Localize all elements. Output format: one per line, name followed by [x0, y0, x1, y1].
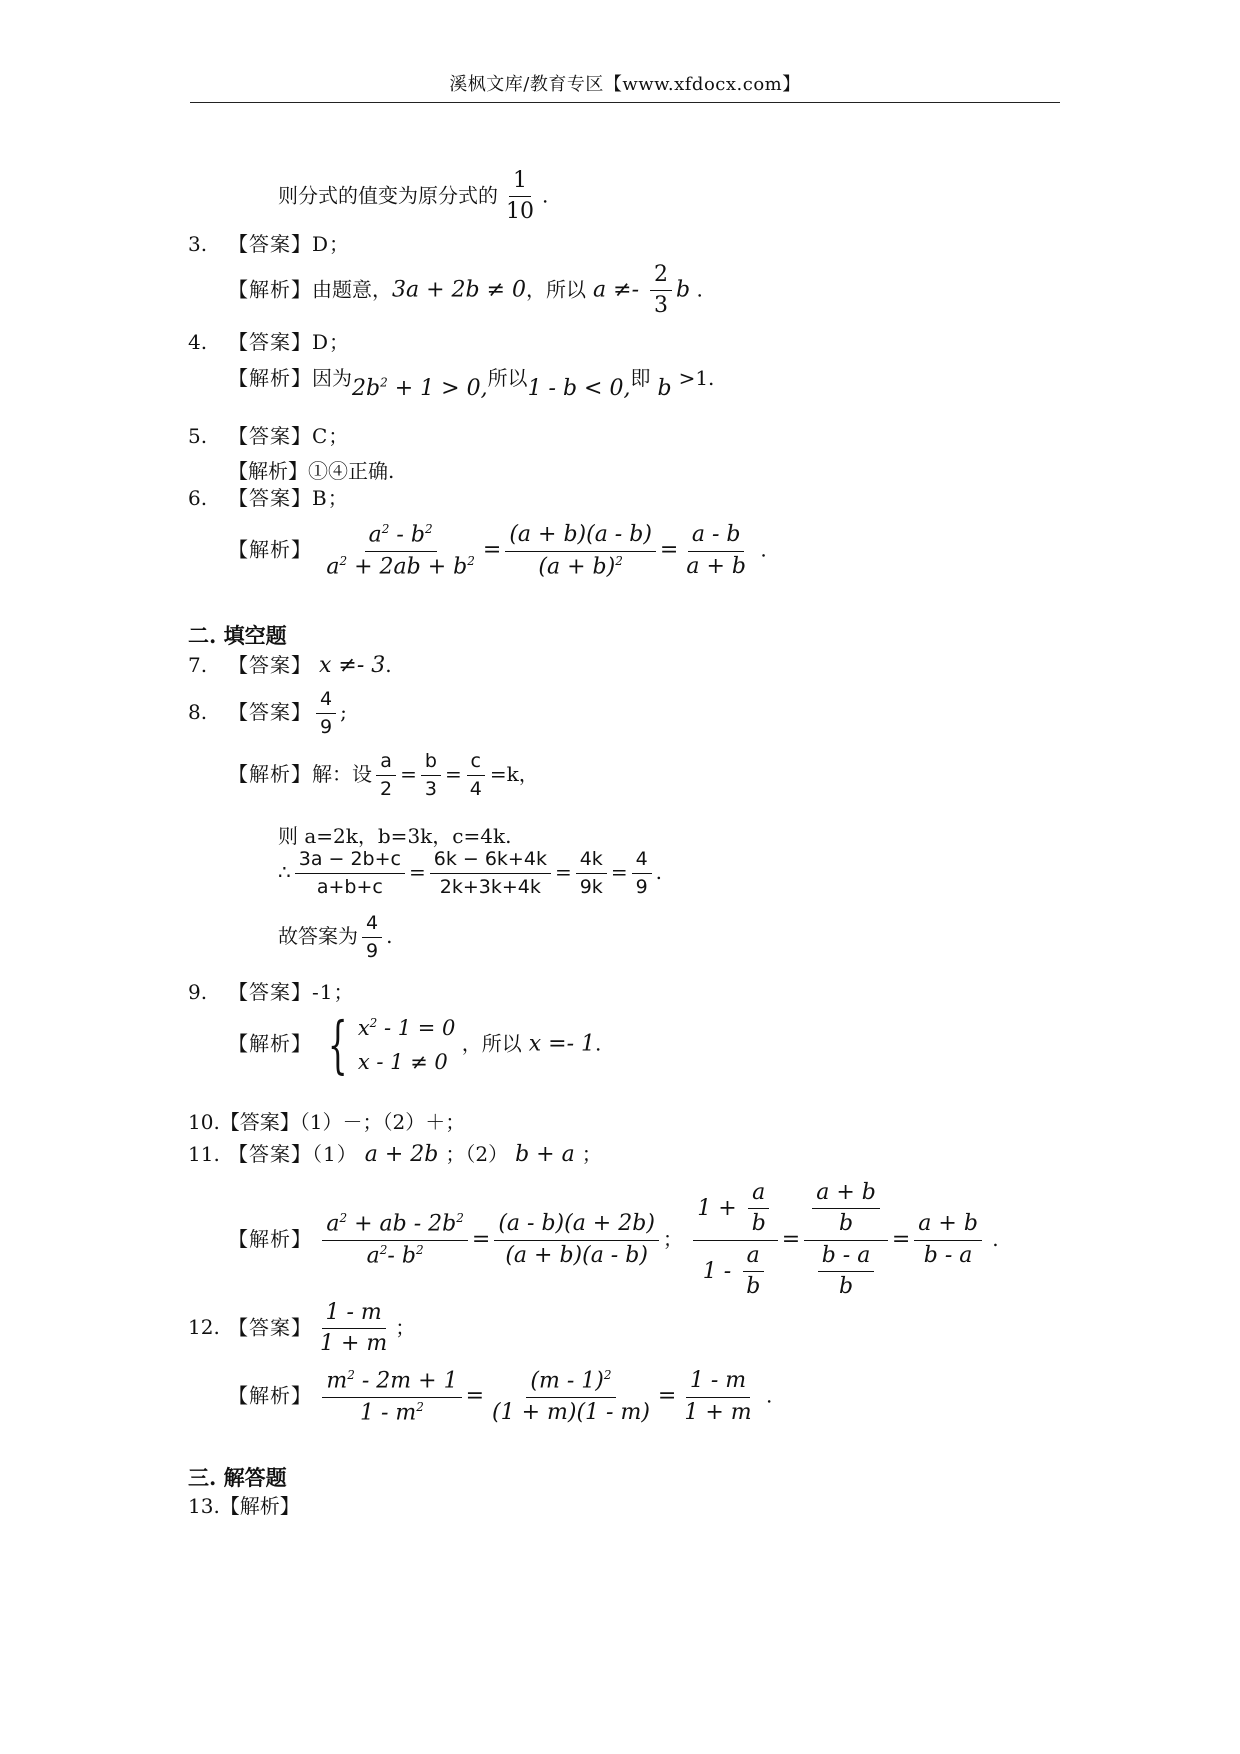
q11-explanation: 【解析】 $\frac{a^2 + ab - 2b^2}{a^2- b^2}$ = $\frac{(a - b)(a + 2b)}{(a + b)(a - b)}$ ； 1 + $\frac{a}{b}$ 1 - $\frac{a}{b}$ = $\frac{\frac{a + b}{b}}{\frac{b - a}{b}}$ = $\frac{a + b}{b - a}$ . [228, 1180, 999, 1300]
q13-title: 13.【解析】 [188, 1494, 300, 1518]
q11-answer: 11. 【答案】（1） a + 2b ；（2） b + a ； [188, 1142, 602, 1167]
q7-answer: 7. 【答案】 x ≠- 3. [188, 653, 392, 678]
q8-then: 则 a=2k，b=3k，c=4k. [278, 824, 512, 848]
q5-answer: 5. 【答案】C； [188, 424, 350, 448]
q3-answer: 3. 【答案】D； [188, 232, 351, 256]
q12-answer: 12. 【答案】 $\frac{1 - m}{1 + m}$ ； [188, 1300, 416, 1357]
intro-fraction: $\frac{1}{10}$ [506, 168, 534, 225]
q8-explanation: 【解析】解：设 $\frac{a}{2}$ = $\frac{b}{3}$ = $\frac{c}{4}$ =k， [228, 750, 539, 800]
q3-explanation: 【解析】由题意，3a + 2b ≠ 0，所以 a ≠- $\frac{2}{3}$ b . [228, 262, 703, 319]
q8-answer: 8. 【答案】 $\frac{4}{9}$ ; [188, 688, 347, 738]
q5-explanation: 【解析】①④正确. [228, 459, 395, 483]
q4-answer: 4. 【答案】D； [188, 330, 351, 354]
q6-answer: 6. 【答案】B； [188, 486, 349, 510]
q3-fraction: $\frac{2}{3}$ [650, 262, 672, 320]
page-header: 溪枫文库/教育专区【www.xfdocx.com】 [190, 70, 1060, 103]
q12-explanation: 【解析】 $\frac{m^2 - 2m + 1}{1 - m^2}$ = $\frac{(m - 1)^2}{(1 + m)(1 - m)}$ = $\frac{1 - m}{1 + m}$ . [228, 1368, 773, 1426]
q8-conclusion: 故答案为 $\frac{4}{9}$ . [278, 912, 393, 962]
q3-math: 3a + 2b ≠ 0 [392, 277, 527, 303]
section-3-title: 三. 解答题 [188, 1465, 287, 1490]
q9-answer: 9. 【答案】-1； [188, 980, 355, 1004]
q10-answer: 10.【答案】（1）－；（2）＋； [188, 1110, 466, 1134]
q4-explanation: 【解析】因为$2b^2 + 1 > 0$,所以1 - b < 0,即 b >1. [228, 366, 715, 401]
q8-derivation: ∴ $\frac{3a - 2b+c}{a+b+c}$ = $\frac{6k - 6k+4k}{2k+3k+4k}$ = $\frac{4k}{9k}$ = $\frac{4}{9}$ . [278, 848, 663, 898]
intro-line: 则分式的值变为原分式的 $\frac{1}{10}$ . [278, 168, 549, 225]
section-2-title: 二. 填空题 [188, 623, 287, 648]
q6-explanation: 【解析】 $\frac{a^2 - b^2}{a^2 + 2ab + b^2}$ = $\frac{(a + b)(a - b)}{(a + b)^2}$ = $\frac{a - b}{a + b}$ . [228, 522, 767, 580]
q9-explanation: 【解析】 { $x^2 - 1 = 0$ x - 1 ≠ 0 ，所以 x =- 1. [228, 1008, 602, 1081]
